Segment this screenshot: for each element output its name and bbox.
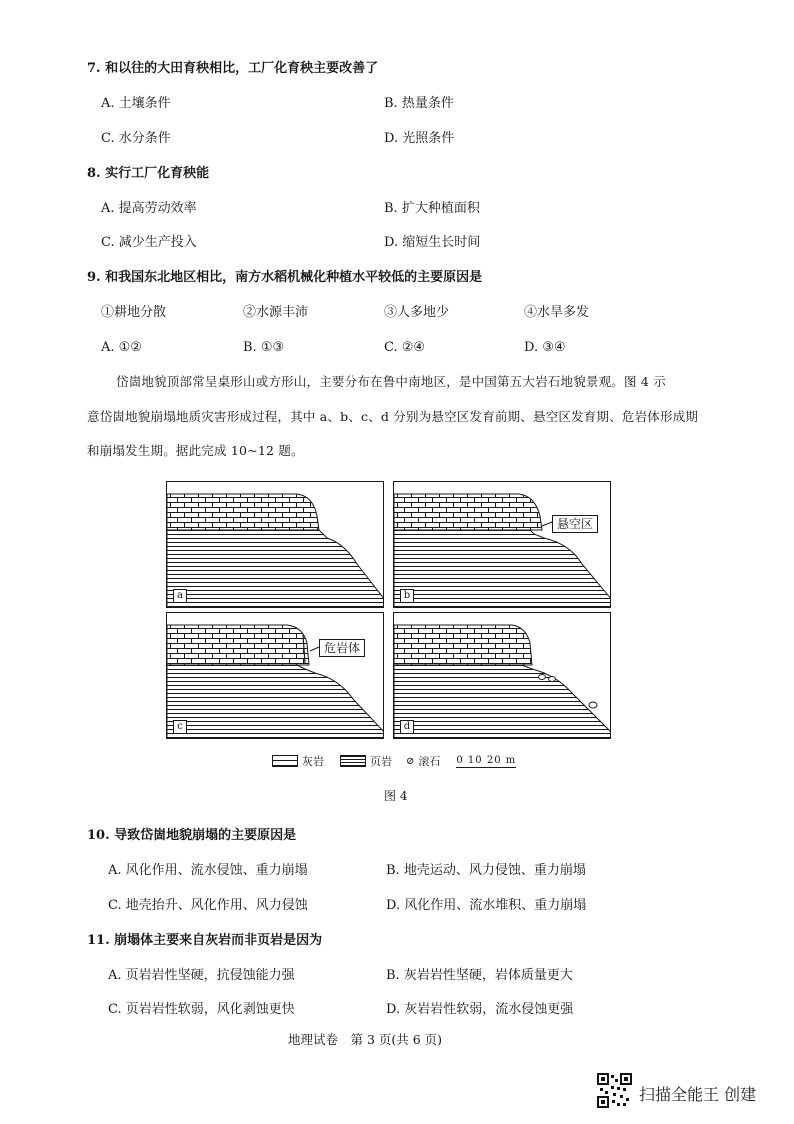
q7-option-c: C. 水分条件 [101, 131, 171, 146]
panel-c-cross-section [167, 613, 384, 739]
callout-dangerous-rock: 危岩体 [319, 639, 365, 657]
q11-option-b: B. 灰岩岩性坚硬，岩体质量更大 [386, 968, 573, 983]
page-footer: 地理试卷 第 3 页(共 6 页) [288, 1032, 443, 1047]
q11-stem: 11. 崩塌体主要来自灰岩而非页岩是因为 [87, 933, 323, 948]
q8-stem: 8. 实行工厂化育秧能 [87, 166, 210, 181]
limestone-swatch-icon [272, 755, 298, 767]
panel-b-cross-section [394, 482, 611, 608]
q10-option-b: B. 地壳运动、风力侵蚀、重力崩塌 [386, 863, 586, 878]
q10-option-d: D. 风化作用、流水堆积、重力崩塌 [386, 898, 587, 913]
figure-caption: 图 4 [384, 789, 408, 803]
q7-stem: 7. 和以往的大田育秧相比，工厂化育秧主要改善了 [87, 61, 379, 76]
q9-item-3: ③人多地少 [384, 305, 450, 320]
q11-option-a: A. 页岩岩性坚硬，抗侵蚀能力强 [108, 968, 295, 983]
panel-d-cross-section [394, 613, 611, 739]
q9-option-a: A. ①② [101, 340, 142, 355]
q10-option-a: A. 风化作用、流水侵蚀、重力崩塌 [108, 863, 308, 878]
legend-shale: 页岩 [370, 755, 392, 768]
q9-item-1: ①耕地分散 [101, 305, 167, 320]
panel-a-cross-section [167, 482, 384, 608]
q9-stem: 9. 和我国东北地区相比，南方水稻机械化种植水平较低的主要原因是 [87, 270, 483, 285]
boulder-legend-icon: ⊘ [406, 755, 415, 767]
legend-boulder: 滚石 [418, 755, 441, 768]
passage-line-1: 岱崮地貌顶部常呈桌形山或方形山，主要分布在鲁中南地区，是中国第五大岩石地貌景观。图 4 示 [116, 374, 666, 389]
q8-option-c: C. 减少生产投入 [101, 235, 197, 250]
watermark-text: 扫描全能王 创建 [639, 1085, 757, 1104]
figure-panel-c [166, 612, 384, 739]
figure-panel-b [393, 481, 611, 608]
figure-panel-a [166, 481, 384, 608]
panel-label-a: a [173, 589, 187, 603]
passage-line-3: 和崩塌发生期。据此完成 10~12 题。 [87, 443, 304, 458]
q11-option-d: D. 灰岩岩性软弱，流水侵蚀更强 [386, 1002, 574, 1017]
callout-overhang-zone: 悬空区 [552, 515, 598, 533]
passage-line-2: 意岱崮地貌崩塌地质灾害形成过程，其中 a、b、c、d 分别为悬空区发育前期、悬空区发育期、危岩体形成期 [87, 409, 699, 424]
shale-swatch-icon [340, 755, 366, 767]
q9-option-b: B. ①③ [243, 340, 285, 355]
q7-option-b: B. 热量条件 [384, 96, 454, 111]
legend-limestone: 灰岩 [302, 755, 324, 768]
q8-option-a: A. 提高劳动效率 [101, 201, 197, 216]
q9-option-d: D. ③④ [524, 340, 566, 355]
panel-label-b: b [400, 589, 414, 603]
figure-legend [272, 753, 516, 769]
q9-item-2: ②水源丰沛 [243, 305, 309, 320]
q10-stem: 10. 导致岱崮地貌崩塌的主要原因是 [87, 828, 297, 843]
q9-item-4: ④水旱多发 [524, 305, 590, 320]
panel-label-c: c [173, 720, 187, 734]
q8-option-b: B. 扩大种植面积 [384, 201, 480, 216]
scale-bar: 0 10 20 m [456, 754, 517, 766]
q9-option-c: C. ②④ [384, 340, 426, 355]
q7-option-a: A. 土壤条件 [101, 96, 171, 111]
q10-option-c: C. 地壳抬升、风化作用、风力侵蚀 [108, 898, 308, 913]
panel-label-d: d [400, 720, 414, 734]
q7-option-d: D. 光照条件 [384, 131, 455, 146]
figure-panel-d [393, 612, 611, 739]
q8-option-d: D. 缩短生长时间 [384, 235, 481, 250]
q11-option-c: C. 页岩岩性软弱，风化剥蚀更快 [108, 1002, 295, 1017]
qr-code-icon [597, 1073, 632, 1108]
